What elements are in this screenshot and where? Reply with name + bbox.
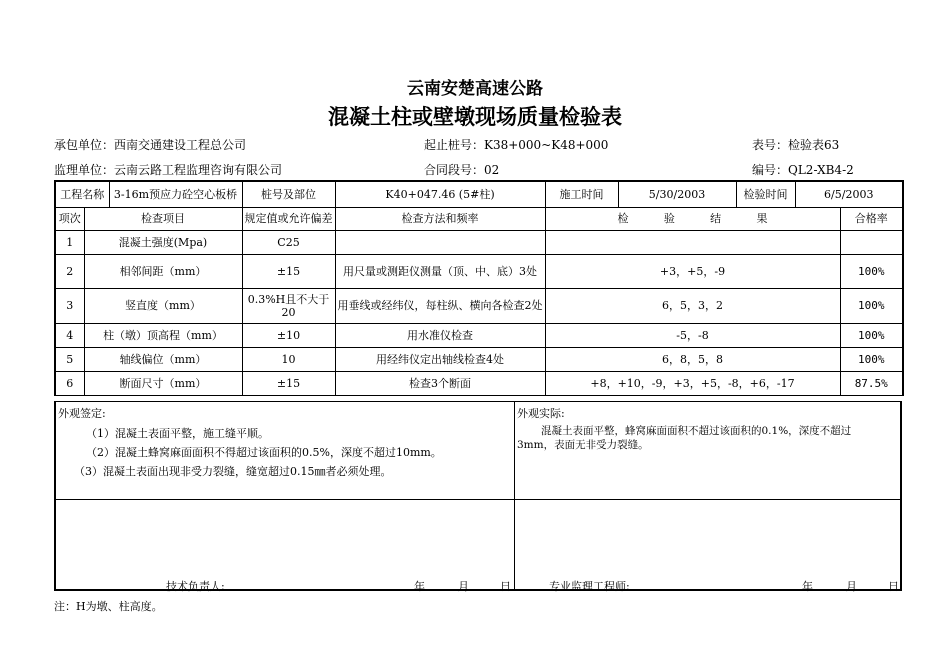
row-rate: 100% [840, 347, 903, 371]
supervisor-day: 日 [888, 580, 899, 593]
project-name-value: 3-16m预应力砼空心板桥 [109, 181, 242, 207]
station-part-label: 桩号及部位 [242, 181, 335, 207]
row-rate: 100% [840, 254, 903, 288]
tech-lead-month: 月 [458, 580, 469, 593]
row-no: 1 [55, 230, 84, 254]
tech-lead-year: 年 [414, 580, 425, 593]
tech-lead-day: 日 [500, 580, 511, 593]
appearance-spec-line: （1）混凝土表面平整，施工缝平顺。 [86, 427, 269, 440]
col-item-header: 检查项目 [84, 207, 242, 230]
station-range-text: 起止桩号：K38+000~K48+000 [424, 138, 609, 152]
project-name-label: 工程名称 [55, 181, 109, 207]
table-row [55, 371, 903, 395]
inspection-time-value: 6/5/2003 [795, 181, 903, 207]
result-char: 结 [710, 212, 722, 225]
row-method: 检查3个断面 [335, 371, 545, 395]
row-spec: ±10 [242, 323, 335, 347]
row-result: -5，-8 [545, 323, 840, 347]
col-rate-header: 合格率 [840, 207, 903, 230]
form-title: 混凝土柱或壁墩现场质量检验表 [328, 104, 622, 129]
inspection-time-label: 检验时间 [736, 181, 795, 207]
section-hline [56, 499, 900, 500]
appearance-actual-line: 3mm，表面无非受力裂缝。 [517, 439, 649, 451]
row-item: 断面尺寸（mm） [84, 371, 242, 395]
table-row [55, 323, 903, 347]
row-item: 相邻间距（mm） [84, 254, 242, 288]
row-spec: ±15 [242, 254, 335, 288]
appearance-spec-line: （2）混凝土蜂窝麻面面积不得超过该面积的0.5%，深度不超过10mm。 [86, 446, 442, 459]
footnote: 注：H为墩、柱高度。 [54, 600, 163, 613]
row-spec: 10 [242, 347, 335, 371]
table-row [55, 230, 903, 254]
station-part-value: K40+047.46 (5#柱) [335, 181, 545, 207]
serial-number-text: 编号：QL2-XB4-2 [752, 163, 854, 177]
result-char: 验 [663, 212, 675, 225]
row-result [545, 230, 840, 254]
row-rate [840, 230, 903, 254]
result-char: 检 [617, 212, 629, 225]
contract-section-text: 合同段号：02 [424, 163, 500, 177]
tech-lead-label: 技术负责人: [166, 580, 225, 593]
row-result: +8，+10，-9，+3，+5，-8，+6，-17 [545, 371, 840, 395]
row-rate: 100% [840, 323, 903, 347]
row-method: 用经纬仪定出轴线检查4处 [335, 347, 545, 371]
section-divider [514, 402, 515, 589]
project-subtitle: 云南安楚高速公路 [407, 79, 543, 99]
table-row [55, 347, 903, 371]
supervisor-text: 监理单位：云南云路工程监理咨询有限公司 [54, 163, 283, 177]
row-method: 用垂线或经纬仪，每柱纵、横向各检查2处 [335, 288, 545, 323]
row-item: 轴线偏位（mm） [84, 347, 242, 371]
row-spec: 0.3%H且不大于20 [242, 288, 335, 323]
supervisor-year: 年 [802, 580, 813, 593]
construction-time-label: 施工时间 [545, 181, 618, 207]
form-number-text: 表号：检验表63 [752, 138, 840, 152]
row-method [335, 230, 545, 254]
col-method-header: 检查方法和频率 [335, 207, 545, 230]
supervisor-engineer-label: 专业监理工程师: [549, 580, 630, 593]
row-no: 3 [55, 288, 84, 323]
supervisor-month: 月 [846, 580, 857, 593]
contractor-text: 承包单位：西南交通建设工程总公司 [54, 138, 247, 152]
row-no: 2 [55, 254, 84, 288]
appearance-actual-title: 外观实际: [517, 407, 565, 420]
row-spec: C25 [242, 230, 335, 254]
row-rate: 100% [840, 288, 903, 323]
inspection-table [54, 180, 904, 396]
column-header-row [55, 207, 903, 230]
row-method: 用尺量或测距仪测量（顶、中、底）3处 [335, 254, 545, 288]
col-result-header [545, 207, 840, 230]
row-result: 6，5，3，2 [545, 288, 840, 323]
row-item: 混凝土强度(Mpa) [84, 230, 242, 254]
row-result: +3，+5，-9 [545, 254, 840, 288]
appearance-spec-title: 外观签定: [58, 407, 106, 420]
row-no: 5 [55, 347, 84, 371]
row-item: 柱（墩）顶高程（mm） [84, 323, 242, 347]
row-spec: ±15 [242, 371, 335, 395]
appearance-actual-line: 混凝土表面平整，蜂窝麻面面积不超过该面积的0.1%，深度不超过 [541, 425, 852, 437]
row-no: 6 [55, 371, 84, 395]
row-method: 用水准仪检查 [335, 323, 545, 347]
col-no-header: 项次 [55, 207, 84, 230]
result-char: 果 [756, 212, 768, 225]
row-no: 4 [55, 323, 84, 347]
row-result: 6，8，5，8 [545, 347, 840, 371]
col-spec-header: 规定值或允许偏差 [242, 207, 335, 230]
info-row [55, 181, 903, 207]
row-rate: 87.5% [840, 371, 903, 395]
row-item: 竖直度（mm） [84, 288, 242, 323]
table-row [55, 288, 903, 323]
table-row [55, 254, 903, 288]
appearance-spec-line: （3）混凝土表面出现非受力裂缝，缝宽超过0.15㎜者必须处理。 [74, 465, 392, 478]
appearance-section [54, 401, 902, 591]
construction-time-value: 5/30/2003 [618, 181, 736, 207]
